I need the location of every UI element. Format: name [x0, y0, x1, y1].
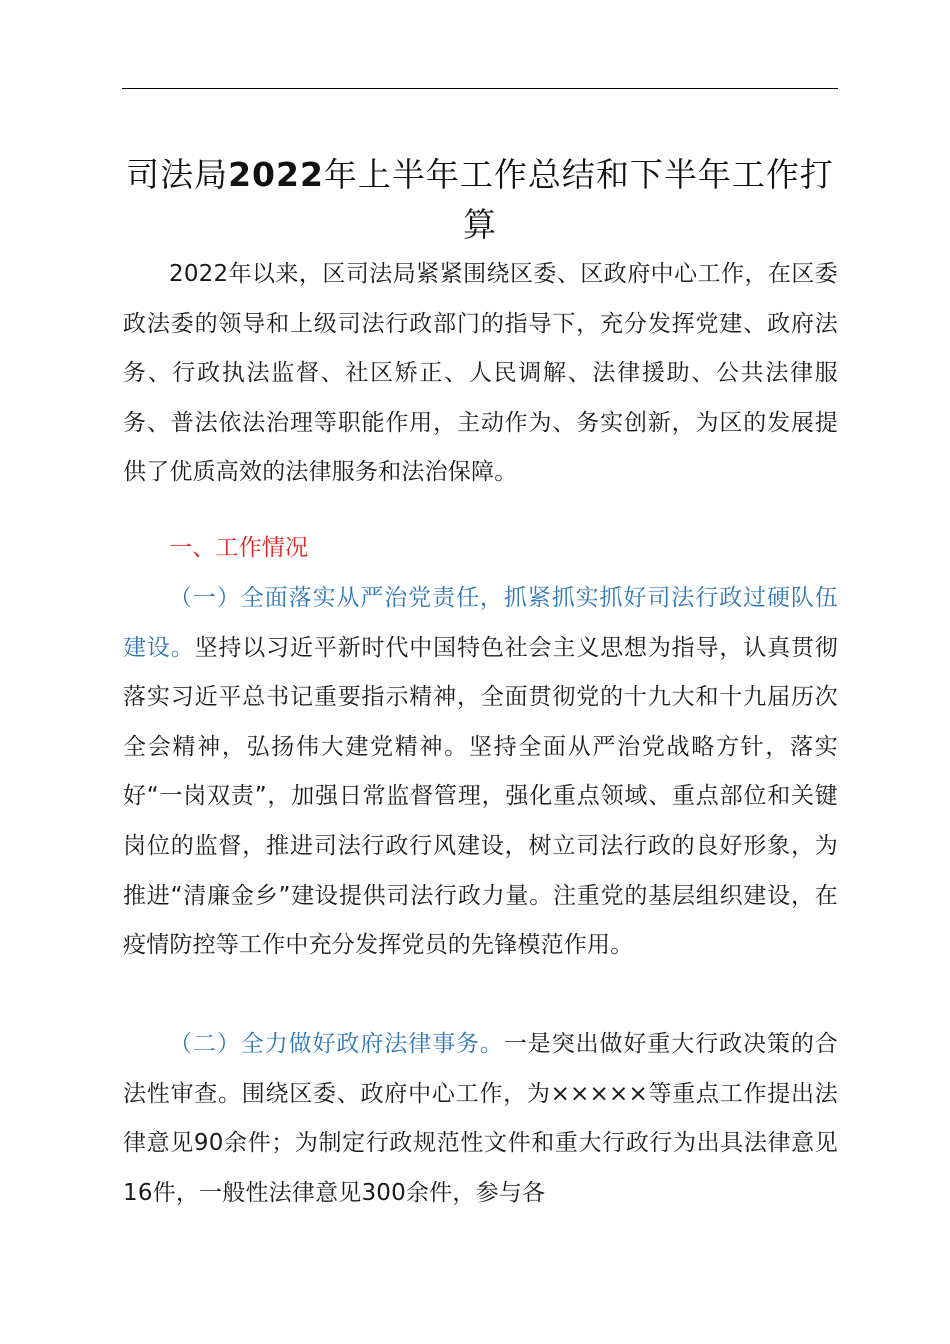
item-2-heading: （二）全力做好政府法律事务。 — [169, 1031, 504, 1057]
title-suffix: 年上半年工作总结和下半年工作打算 — [323, 155, 834, 244]
item-1-body: 坚持以习近平新时代中国特色社会主义思想为指导，认真贯彻落实习近平总书记重要指示精神，全面贯彻党的十九大和十九届历次全会精神，弘扬伟大建党精神。坚持全面从严治党战略方针，落实好“一岗双责”，加强日常监督管理，强化重点领域、重点部位和关键岗位的监督，推进司法行政行风建设，树立司法行政的良好形象，为推进“清廉金乡”建设提供司法行政力量。注重党的基层组织建设，在疫情防控等工作中充分发挥党员的先锋模范作用。 — [123, 634, 838, 959]
section-heading-work-status: 一、工作情况 — [169, 535, 309, 561]
intro-paragraph: 2022年以来，区司法局紧紧围绕区委、区政府中心工作，在区委政法委的领导和上级司法行政部门的指导下，充分发挥党建、政府法务、行政执法监督、社区矫正、人民调解、法律援助、公共法律服务、普法依法治理等职能作用，主动作为、务实创新，为区的发展提供了优质高效的法律服务和法治保障。 — [123, 261, 838, 486]
item-1-heading: （一）全面落实从严治党责任，抓紧抓实抓好司法行政过硬队伍建设。 — [123, 585, 838, 661]
title-prefix: 司法局 — [126, 155, 229, 194]
document-title — [110, 150, 850, 250]
title-year: 2022 — [228, 155, 324, 194]
item-2-paragraph — [123, 1020, 838, 1218]
item-1-paragraph — [123, 574, 838, 971]
header-rule — [122, 88, 838, 89]
item-2-body: 一是突出做好重大行政决策的合法性审查。围绕区委、政府中心工作，为×××××等重点工作提出法律意见90余件；为制定行政规范性文件和重大行政行为出具法律意见16件，一般性法律意见300余件，参与各 — [123, 1031, 838, 1206]
